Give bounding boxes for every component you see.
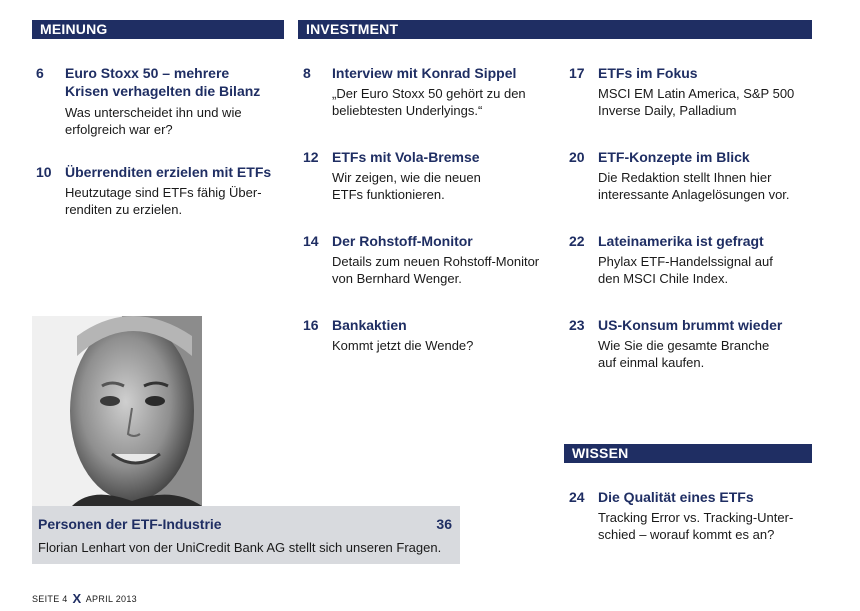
entry-description: Tracking Error vs. Tracking-Unter-schied – worauf kommt es an? <box>598 510 794 542</box>
section-investment: INVESTMENT <box>298 20 812 39</box>
toc-entry[interactable] <box>303 148 553 208</box>
entry-title: Euro Stoxx 50 – mehrere Krisen verhagelten die Bilanz <box>65 65 261 99</box>
toc-entry[interactable] <box>569 232 819 292</box>
page-number: 24 <box>569 489 585 505</box>
footer-date: APRIL 2013 <box>85 594 137 604</box>
footer <box>32 590 137 605</box>
feature-description: Florian Lenhart von der UniCredit Bank AG stellt sich unseren Fragen. <box>38 540 442 555</box>
entry-description: Phylax ETF-Handelssignal auf den MSCI Chile Index. <box>598 254 773 286</box>
page-number: 17 <box>569 65 585 81</box>
page-number: 16 <box>303 317 319 333</box>
entry-title: Bankaktien <box>332 317 407 333</box>
section-wissen: WISSEN <box>564 444 812 463</box>
page-number: 12 <box>303 149 319 165</box>
entry-title: Überrenditen erzielen mit ETFs <box>65 164 272 180</box>
entry-title: Der Rohstoff-Monitor <box>332 233 473 249</box>
entry-description: Die Redaktion stellt Ihnen hier interessante Anlagelösungen vor. <box>598 170 790 202</box>
entry-description: Heutzutage sind ETFs fähig Über-renditen zu erzielen. <box>65 185 262 217</box>
toc-entry[interactable] <box>36 64 286 144</box>
entry-title: Die Qualität eines ETFs <box>598 489 754 505</box>
toc-entry[interactable] <box>569 316 819 376</box>
footer-page: SEITE 4 <box>32 594 68 604</box>
feature-title: Personen der ETF-Industrie <box>38 516 222 532</box>
toc-entry[interactable] <box>569 488 819 548</box>
section-meinung: MEINUNG <box>32 20 284 39</box>
x-logo-icon: X <box>72 591 82 606</box>
entry-description: Details zum neuen Rohstoff-Monitor von Bernhard Wenger. <box>332 254 540 286</box>
portrait-photo <box>32 316 202 506</box>
entry-description: „Der Euro Stoxx 50 gehört zu den beliebtesten Underlyings.“ <box>332 86 526 118</box>
page-number: 23 <box>569 317 585 333</box>
page-number: 10 <box>36 164 52 180</box>
portrait-illustration <box>32 316 202 506</box>
page-number: 20 <box>569 149 585 165</box>
entry-title: Lateinamerika ist gefragt <box>598 233 764 249</box>
entry-description: MSCI EM Latin America, S&P 500 Inverse Daily, Palladium <box>598 86 795 118</box>
entry-description: Kommt jetzt die Wende? <box>332 338 474 353</box>
page-number: 14 <box>303 233 319 249</box>
entry-title: ETF-Konzepte im Blick <box>598 149 750 165</box>
toc-entry[interactable] <box>569 148 819 208</box>
entry-description: Wie Sie die gesamte Branche auf einmal kaufen. <box>598 338 770 370</box>
toc-entry[interactable] <box>303 64 553 124</box>
entry-title: ETFs im Fokus <box>598 65 698 81</box>
entry-title: Interview mit Konrad Sippel <box>332 65 517 81</box>
feature-box[interactable] <box>32 506 460 564</box>
entry-description: Wir zeigen, wie die neuen ETFs funktionieren. <box>332 170 481 202</box>
entry-title: US-Konsum brummt wieder <box>598 317 783 333</box>
page-number: 8 <box>303 65 311 81</box>
entry-description: Was unterscheidet ihn und wie erfolgreich war er? <box>65 105 242 137</box>
toc-entry[interactable] <box>303 232 553 292</box>
toc-entry[interactable] <box>303 316 553 361</box>
toc-entry[interactable] <box>569 64 819 124</box>
feature-page-number: 36 <box>436 516 452 532</box>
toc-entry[interactable] <box>36 163 286 223</box>
page-number: 6 <box>36 65 44 81</box>
entry-title: ETFs mit Vola-Bremse <box>332 149 480 165</box>
page-number: 22 <box>569 233 585 249</box>
